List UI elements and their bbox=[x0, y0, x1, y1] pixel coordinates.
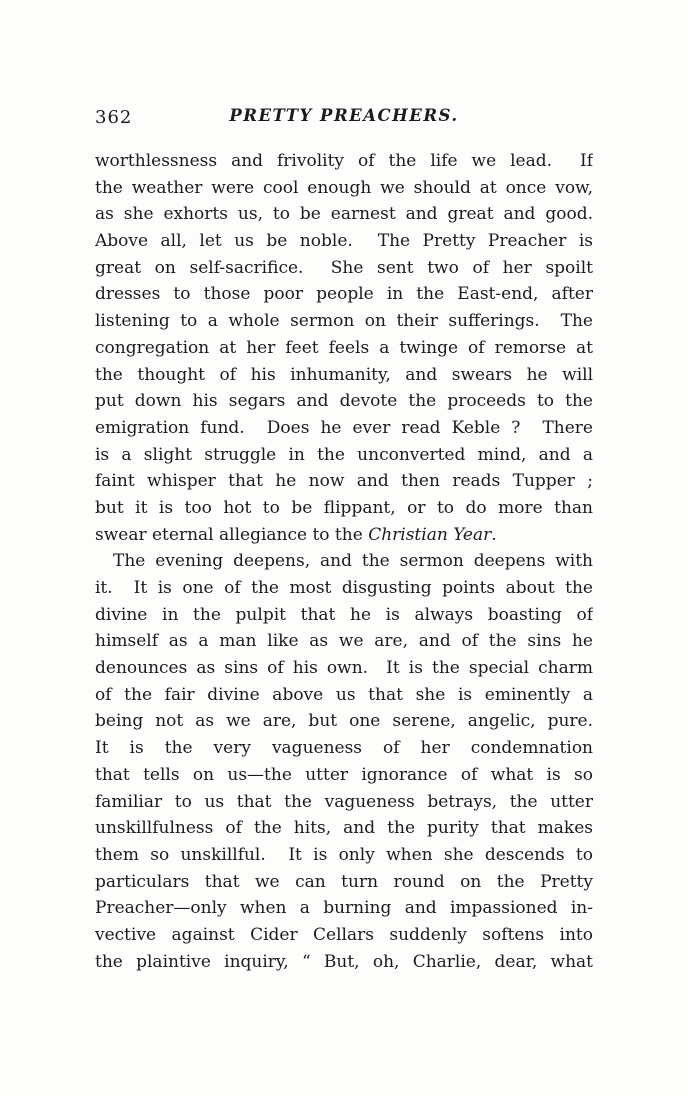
plain-text: swear eternal allegiance to the bbox=[95, 524, 369, 545]
page-content bbox=[95, 106, 593, 975]
text-line: but it is too hot to be flippant, or to do more than bbox=[95, 497, 593, 518]
text-line: unskillfulness of the hits, and the purity that makes bbox=[95, 818, 593, 839]
text-line: them so unskillful. It is only when she descends to bbox=[95, 844, 593, 865]
text-line: of the fair divine above us that she is eminently a bbox=[95, 684, 593, 705]
running-title: PRETTY PREACHERS. bbox=[229, 106, 459, 125]
text-line: put down his segars and devote the proceeds to the bbox=[95, 391, 593, 412]
text-line: listening to a whole sermon on their sufferings. The bbox=[95, 311, 593, 332]
text-line: the weather were cool enough we should at once vow, bbox=[95, 177, 593, 198]
text-line: It is the very vagueness of her condemnation bbox=[95, 738, 593, 759]
text-line: The evening deepens, and the sermon deepens with bbox=[113, 551, 593, 572]
text-line: faint whisper that he now and then reads Tupper ; bbox=[95, 471, 593, 492]
text-line: great on self-sacrifice. She sent two of her spoilt bbox=[95, 257, 593, 278]
text-line: being not as we are, but one serene, angelic, pure. bbox=[95, 711, 593, 732]
text-line bbox=[95, 522, 593, 549]
page-number: 362 bbox=[95, 107, 133, 128]
text-line: as she exhorts us, to be earnest and great and good. bbox=[95, 204, 593, 225]
text-line: denounces as sins of his own. It is the special charm bbox=[95, 658, 593, 679]
text-line: divine in the pulpit that he is always boasting of bbox=[95, 604, 593, 625]
text-line: particulars that we can turn round on the Pretty bbox=[95, 871, 593, 892]
plain-text: . bbox=[491, 524, 497, 545]
text-line: it. It is one of the most disgusting points about the bbox=[95, 578, 593, 598]
italic-text: Christian Year bbox=[368, 524, 492, 545]
text-line: Preacher—only when a burning and impassioned in- bbox=[95, 898, 593, 919]
text-line: vective against Cider Cellars suddenly softens into bbox=[95, 924, 593, 945]
page-header bbox=[95, 106, 593, 128]
page-body bbox=[95, 148, 593, 975]
paragraph bbox=[95, 548, 593, 975]
text-line: emigration fund. Does he ever read Keble ? There bbox=[95, 417, 593, 438]
text-line: is a slight struggle in the unconverted mind, and a bbox=[95, 444, 593, 465]
text-line: that tells on us—the utter ignorance of what is so bbox=[95, 764, 593, 785]
text-line: familiar to us that the vagueness betrays, the utter bbox=[95, 791, 593, 812]
text-line: congregation at her feet feels a twinge of remorse at bbox=[95, 337, 593, 358]
text-line: the plaintive inquiry, “ But, oh, Charlie, dear, what bbox=[95, 951, 593, 972]
paragraph bbox=[95, 148, 593, 548]
text-line: Above all, let us be noble. The Pretty Preacher is bbox=[95, 231, 593, 252]
text-line: worthlessness and frivolity of the life we lead. If bbox=[95, 151, 593, 171]
text-line: the thought of his inhumanity, and swears he will bbox=[95, 364, 593, 385]
text-line: dresses to those poor people in the East-end, after bbox=[95, 284, 593, 305]
text-line: himself as a man like as we are, and of the sins he bbox=[95, 631, 593, 652]
